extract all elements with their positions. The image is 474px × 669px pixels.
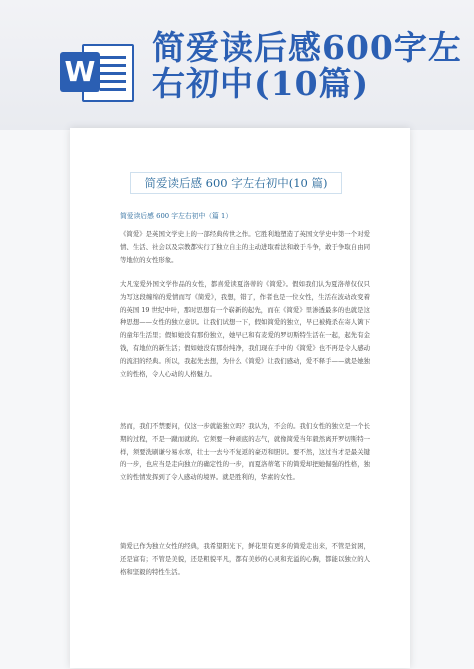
paragraph-2: 大凡宠爱外国文学作品的女性，都喜爱读夏洛蒂的《简爱》。假如我们认为夏洛蒂仅仅只为写这段缠绵的爱情而写《简爱》，我想，错了，作者也是一位女性，生活在波动改变着的英国 19 世纪中叶，那时思想有一个崭新的起先，而在《简爱》里渗透最多的也就是这种思想——女性的独立意识。让我们试想一下，假如简爱的独立，早已被掩杀在寄人篱下的童年生活里；假如她没有那份独立，她早已和有麦爱的罗切斯特生活在一起，起先有金钱，有地位的新生活；假如她没有那份纯净，我们现在手中的《简爱》也不再是令人感动的流泪的经典。所以，我起先去想，为什么《简爱》让我们感动，爱不释手——就是她独立的性格，令人心动的人格魅力。 <box>120 280 370 378</box>
paragraph-3: 然而，我们不禁要问，仅这一步就能独立吗？我认为，不会的。我们女性的独立是一个长期的过程，不是一蹴而就的。它须要一种顽底的志气，就像简爱当年毅然离开罗切斯特一样，须要洗刷谦兮易水寒，壮士一去兮不复返的豪迈和胆识。要不然，这过当才是最关键的一步，也应当是走向独立的确定性的一步，而夏洛蒂笔下的简爱却把她倔强的性格，独立的性情发挥到了令人感动的境界。就是胜利的，华素的女性。 <box>120 422 370 482</box>
document-subheading: 简爱读后感 600 字左右初中（篇 1） <box>120 212 233 220</box>
document-heading: 简爱读后感 600 字左右初中(10 篇) <box>130 172 342 194</box>
word-document-icon <box>60 40 132 102</box>
word-badge: W <box>60 52 100 92</box>
paragraph-1: 《简爱》是英国文学史上的一部经典传世之作。它胜利地塑造了英国文学史中第一个对爱情、生活、社会以及宗教都实行了独立自主的主动进取看法和敢于斗争，敢于争取自由同等地位的女性形象。 <box>120 230 370 264</box>
paragraph-4: 简爱已作为独立女性的经典，我希望阳光下，鲜花里有更多的简爱走出来，不管是贫困，还是富有；不管是美貌，还是粗貌平凡，都有美妙的心灵和充溢的心胸，都能以独立的人格和坚毅的特性生活。 <box>120 542 370 576</box>
page-title: 简爱读后感600字左右初中(10篇) <box>152 28 462 103</box>
document-page <box>70 128 410 668</box>
